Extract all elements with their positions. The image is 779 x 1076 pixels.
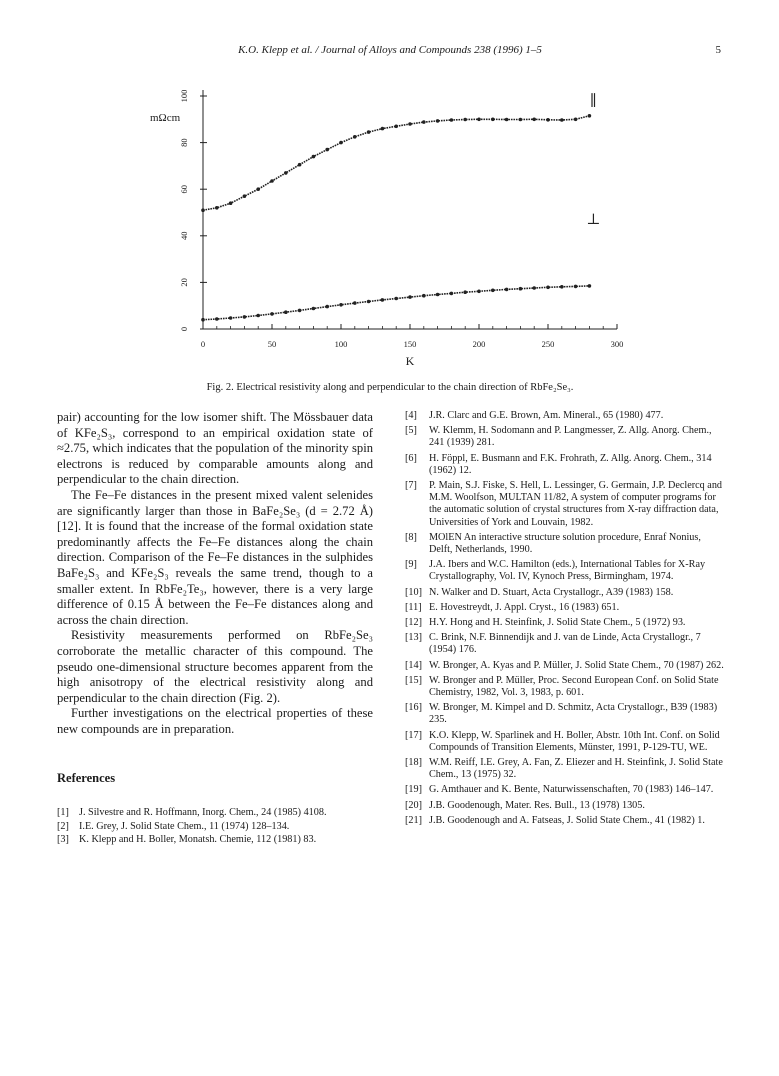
reference-item xyxy=(405,702,725,726)
reference-item xyxy=(57,821,373,833)
reference-text: H.Y. Hong and H. Steinfink, J. Solid State Chem., 5 (1972) 93. xyxy=(429,617,686,629)
data-point xyxy=(229,201,233,205)
data-point xyxy=(491,289,495,293)
data-point xyxy=(353,301,357,305)
data-point xyxy=(298,309,302,313)
reference-number: [2] xyxy=(57,820,69,832)
body-paragraph-2: The Fe–Fe distances in the present mixed valent selenides are significantly larger than those in BaFe₂Se₃ (d = 2.72 Å) [12]. It is found that the increase of the formal oxidation state predominantly affects the Fe–Fe distances along the chain direction. Comparison of the Fe–Fe distances in the sulphides BaFe₂S₃ and KFe₂S₃ reveals the same trend, though to a smaller extent. In RbFe₂Te₃, however, there is a very large difference of 0.15 Å between the Fe–Fe distances along and across the chain direction. xyxy=(57,487,373,627)
body-paragraph-1: pair) accounting for the low isomer shift. The Mössbauer data of KFe₂S₃, correspond to an empirical oxidation state of ≈2.75, which indicates that the population of the minority spin electrons is reduced by comparable amounts along and perpendicular to the chain direction. xyxy=(57,410,373,487)
reference-number: [9] xyxy=(405,559,417,571)
body-paragraph-4: Further investigations on the electrical properties of these new compounds are in preparation. xyxy=(57,706,373,736)
reference-number: [3] xyxy=(57,834,69,846)
data-point xyxy=(546,118,550,122)
data-point xyxy=(367,130,371,134)
reference-number: [1] xyxy=(57,807,69,819)
data-point xyxy=(284,310,288,314)
reference-item xyxy=(405,559,725,583)
x-axis-label: K xyxy=(405,354,415,368)
reference-number: [7] xyxy=(405,480,417,492)
data-point xyxy=(298,163,302,167)
data-point xyxy=(477,290,481,294)
x-tick-label: 50 xyxy=(267,339,277,349)
reference-item xyxy=(57,807,373,819)
reference-text: N. Walker and D. Stuart, Acta Crystallogr., A39 (1983) 158. xyxy=(429,586,674,598)
reference-item xyxy=(405,410,725,422)
reference-text: J.B. Goodenough and A. Fatseas, J. Solid State Chem., 41 (1982) 1. xyxy=(429,814,705,826)
left-column xyxy=(57,410,373,848)
x-tick-label: 300 xyxy=(610,339,624,349)
reference-item xyxy=(405,602,725,614)
data-point xyxy=(436,293,440,297)
data-point xyxy=(381,127,385,131)
reference-number: [20] xyxy=(405,799,422,811)
reference-text: W. Bronger, A. Kyas and P. Müller, J. Solid State Chem., 70 (1987) 262. xyxy=(429,659,724,671)
data-point xyxy=(422,294,426,298)
data-point xyxy=(408,295,412,299)
data-point xyxy=(588,284,592,288)
data-point xyxy=(505,118,509,122)
reference-text: W. Klemm, H. Sodomann and P. Langmesser, Z. Allg. Anorg. Chem., 241 (1939) 281. xyxy=(429,425,712,449)
reference-number: [5] xyxy=(405,425,417,437)
y-tick-label: 80 xyxy=(178,138,189,147)
data-point xyxy=(505,288,509,292)
reference-text: MOlEN An interactive structure solution procedure, Enraf Nonius, Delft, Netherlands, 1990. xyxy=(429,531,701,556)
data-point xyxy=(325,305,329,309)
data-point xyxy=(560,118,564,122)
data-point xyxy=(408,122,412,126)
reference-item xyxy=(405,730,725,754)
data-point xyxy=(312,155,316,159)
data-point xyxy=(353,135,357,139)
data-point xyxy=(201,318,205,322)
reference-text: J.A. Ibers and W.C. Hamilton (eds.), International Tables for X-Ray Crystallography, Vol. IV, Kynoch Press, Birmingham, 1974. xyxy=(429,559,706,583)
reference-number: [10] xyxy=(405,586,422,598)
data-point xyxy=(243,194,247,198)
legend-label: ∥ xyxy=(589,93,597,110)
reference-list-right xyxy=(405,410,725,830)
data-point xyxy=(422,120,426,124)
reference-text: W.M. Reiff, I.E. Grey, A. Fan, Z. Eliezer and H. Steinfink, J. Solid State Chem., 13 (1975) 32. xyxy=(429,757,723,781)
reference-item xyxy=(405,480,725,529)
data-point xyxy=(312,307,316,311)
reference-number: [8] xyxy=(405,531,417,543)
reference-text: J. Silvestre and R. Hoffmann, Inorg. Chem., 24 (1985) 4108. xyxy=(79,807,327,819)
data-point xyxy=(574,285,578,289)
reference-list-left xyxy=(57,807,373,846)
reference-text: P. Main, S.J. Fiske, S. Hell, L. Lessinger, G. Germain, J.P. Declercq and M.M. Woolfson, MULTAN 11/82, A system of computer programs for the automatic solution of crystal structures from X-ray diffraction data, Universities of York and Louvain, 1982. xyxy=(429,480,723,528)
series-line-parallel xyxy=(203,116,589,210)
data-point xyxy=(519,118,523,122)
reference-number: [11] xyxy=(405,601,422,613)
x-tick-label: 150 xyxy=(403,339,417,349)
data-point xyxy=(215,206,219,210)
page-number: 5 xyxy=(715,44,721,56)
reference-item xyxy=(405,632,725,656)
reference-number: [21] xyxy=(405,814,422,826)
series-line-perpendicular xyxy=(203,286,589,320)
data-point xyxy=(243,315,247,319)
reference-number: [6] xyxy=(405,452,417,464)
data-point xyxy=(339,141,343,145)
reference-text: J.R. Clarc and G.E. Brown, Am. Mineral., 65 (1980) 477. xyxy=(429,410,664,421)
data-point xyxy=(394,297,398,301)
reference-item xyxy=(405,800,725,812)
data-point xyxy=(463,290,467,294)
reference-item xyxy=(405,757,725,781)
data-point xyxy=(325,148,329,152)
data-point xyxy=(574,118,578,122)
data-point xyxy=(546,286,550,290)
reference-text: I.E. Grey, J. Solid State Chem., 11 (1974) 128–134. xyxy=(79,820,290,832)
reference-text: K. Klepp and H. Boller, Monatsh. Chemie, 112 (1981) 83. xyxy=(79,834,317,846)
data-point xyxy=(463,118,467,122)
reference-item xyxy=(405,587,725,599)
reference-number: [19] xyxy=(405,784,422,796)
x-tick-label: 200 xyxy=(472,339,486,349)
reference-text: H. Föppl, E. Busmann and F.K. Frohrath, Z. Allg. Anorg. Chem., 314 (1962) 12. xyxy=(429,452,712,476)
data-point xyxy=(491,118,495,122)
reference-number: [4] xyxy=(405,410,417,421)
data-point xyxy=(560,285,564,289)
data-point xyxy=(436,119,440,123)
reference-number: [15] xyxy=(405,674,422,686)
reference-item xyxy=(57,834,373,846)
data-point xyxy=(256,187,260,191)
reference-item xyxy=(405,453,725,477)
reference-number: [14] xyxy=(405,659,422,671)
reference-text: C. Brink, N.F. Binnendijk and J. van de Linde, Acta Crystallogr., 7 (1954) 176. xyxy=(429,632,701,656)
data-point xyxy=(532,286,536,290)
data-point xyxy=(270,312,274,316)
reference-item xyxy=(405,532,725,556)
y-tick-label: 60 xyxy=(178,184,189,194)
reference-item xyxy=(405,425,725,449)
y-tick-label: 0 xyxy=(178,326,189,332)
reference-number: [16] xyxy=(405,702,422,714)
x-tick-label: 250 xyxy=(541,339,555,349)
reference-text: G. Amthauer and K. Bente, Naturwissenschaften, 70 (1983) 146–147. xyxy=(429,784,714,796)
reference-text: E. Hovestreydt, J. Appl. Cryst., 16 (1983) 651. xyxy=(429,601,620,613)
data-point xyxy=(381,298,385,302)
reference-number: [13] xyxy=(405,632,422,644)
reference-number: [18] xyxy=(405,757,422,769)
reference-item xyxy=(405,784,725,796)
y-axis-label: mΩcm xyxy=(150,112,181,124)
reference-text: W. Bronger, M. Kimpel and D. Schmitz, Acta Crystallogr., B39 (1983) 235. xyxy=(429,702,718,726)
x-tick-label: 0 xyxy=(200,339,206,349)
reference-text: J.B. Goodenough, Mater. Res. Bull., 13 (1978) 1305. xyxy=(429,799,645,811)
data-point xyxy=(588,114,592,118)
references-heading: References xyxy=(57,771,116,786)
reference-item xyxy=(405,815,725,827)
legend-label: ⊥ xyxy=(586,212,601,229)
y-tick-label: 100 xyxy=(178,89,189,103)
data-point xyxy=(229,316,233,320)
running-head: K.O. Klepp et al. / Journal of Alloys and Compounds 238 (1996) 1–5 xyxy=(238,44,542,56)
x-tick-label: 100 xyxy=(334,339,348,349)
data-point xyxy=(256,314,260,318)
data-point xyxy=(477,118,481,122)
resistivity-chart xyxy=(130,76,650,376)
reference-item xyxy=(405,675,725,699)
data-point xyxy=(284,171,288,175)
data-point xyxy=(201,208,205,212)
data-point xyxy=(270,179,274,183)
data-point xyxy=(215,317,219,321)
data-point xyxy=(367,300,371,304)
figure-caption: Fig. 2. Electrical resistivity along and perpendicular to the chain direction of RbFe₂Se₃. xyxy=(206,382,574,393)
reference-number: [17] xyxy=(405,729,422,741)
reference-item xyxy=(405,660,725,672)
y-tick-label: 20 xyxy=(178,278,189,287)
reference-number: [12] xyxy=(405,617,422,629)
body-paragraph-3: Resistivity measurements performed on RbFe₂Se₃ corroborate the metallic character of this compound. The pseudo one-dimensional structure becomes apparent from the high anisotropy of the electrical resistivity along and perpendicular to the chain direction (Fig. 2). xyxy=(57,628,373,705)
reference-text: K.O. Klepp, W. Sparlinek and H. Boller, Abstr. 10th Int. Conf. on Solid Compounds of Transition Elements, Münster, 1991, P-129-TU, WE. xyxy=(429,729,720,753)
reference-item xyxy=(405,617,725,629)
data-point xyxy=(519,287,523,291)
data-point xyxy=(450,118,454,122)
data-point xyxy=(394,125,398,129)
data-point xyxy=(450,292,454,296)
y-tick-label: 40 xyxy=(178,231,189,241)
data-point xyxy=(339,303,343,307)
data-point xyxy=(532,118,536,122)
reference-text: W. Bronger and P. Müller, Proc. Second European Conf. on Solid State Chemistry, 1982, Vol. 3, 1983, p. 601. xyxy=(429,674,719,699)
